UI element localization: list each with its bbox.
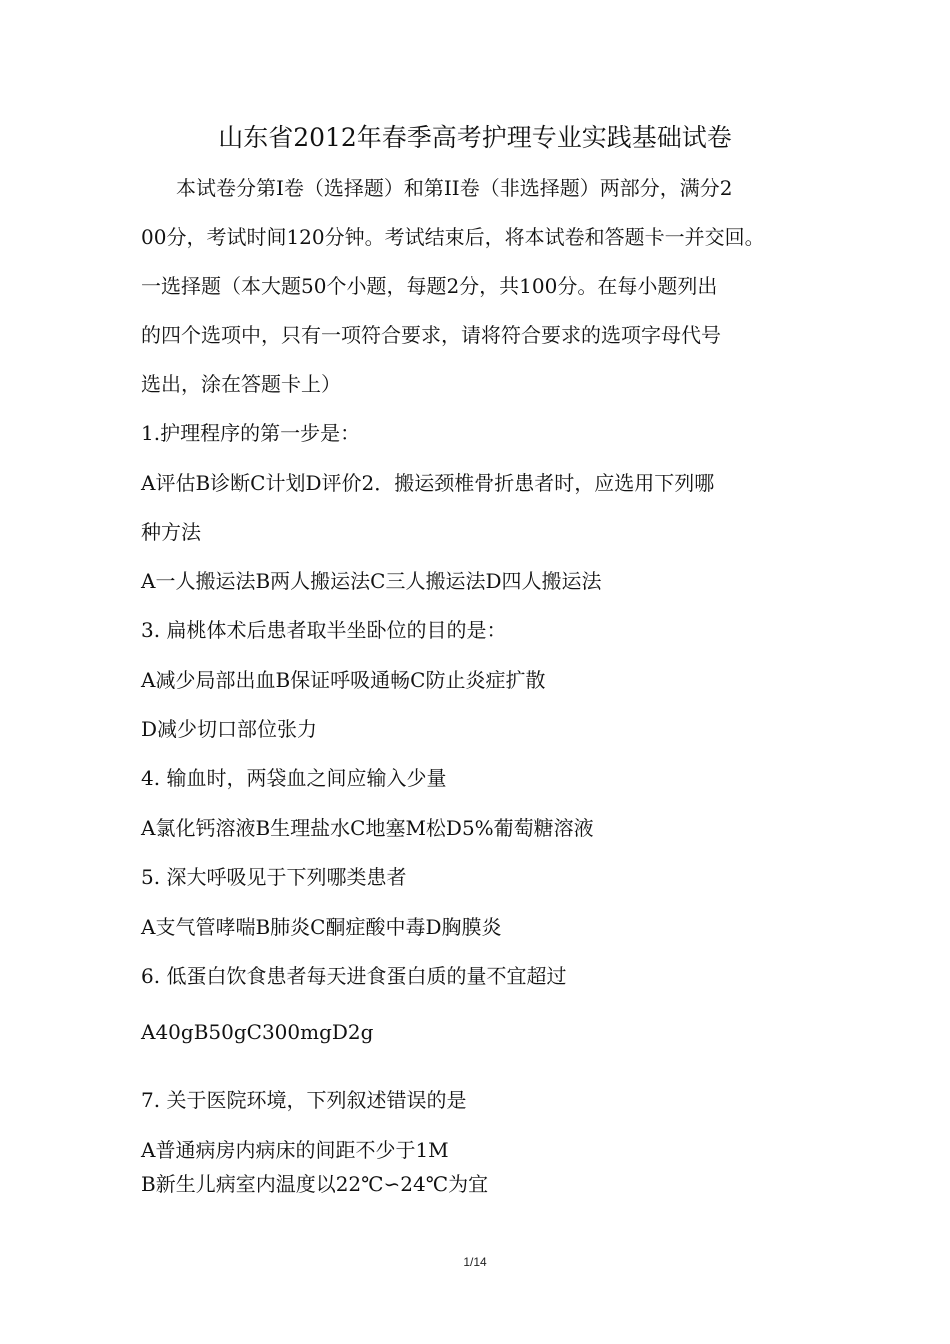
question-5-options: A支气管哮喘B肺炎C酮症酸中毒D胸膜炎 (141, 915, 502, 939)
question-2-options: A一人搬运法B两人搬运法C三人搬运法D四人搬运法 (141, 569, 602, 593)
question-1: 1.护理程序的第一步是： (141, 421, 361, 445)
question-2-continued: 种方法 (141, 520, 201, 544)
question-7-option-a: A普通病房内病床的间距不少于1M (141, 1138, 449, 1162)
section-heading-line-1: 一选择题（本大题50个小题，每题2分，共100分。在每小题列出 (141, 274, 718, 298)
intro-line-1: 本试卷分第I卷（选择题）和第II卷（非选择题）两部分，满分2 (176, 176, 733, 200)
question-3-options-2: D减少切口部位张力 (141, 717, 318, 741)
question-6-options: A40gB50gC300mgD2g (141, 1020, 374, 1044)
page-number: 1/14 (463, 1255, 487, 1269)
section-heading-line-3: 选出，涂在答题卡上） (141, 372, 341, 396)
question-7: 7. 关于医院环境，下列叙述错误的是 (141, 1088, 467, 1112)
question-7-option-b: B新生儿病室内温度以22℃∽24℃为宜 (141, 1172, 489, 1196)
document-title: 山东省2012年春季高考护理专业实践基础试卷 (218, 123, 732, 152)
question-4: 4. 输血时，两袋血之间应输入少量 (141, 766, 447, 790)
section-heading-line-2: 的四个选项中，只有一项符合要求，请将符合要求的选项字母代号 (141, 323, 721, 347)
question-5: 5. 深大呼吸见于下列哪类患者 (141, 865, 407, 889)
question-4-options: A氯化钙溶液B生理盐水C地塞M松D5%葡萄糖溶液 (141, 816, 594, 840)
question-1-options: A评估B诊断C计划D评价2．搬运颈椎骨折患者时，应选用下列哪 (141, 471, 715, 495)
intro-line-2: 00分，考试时间120分钟。考试结束后，将本试卷和答题卡一并交回。 (141, 225, 765, 249)
question-6: 6. 低蛋白饮食患者每天进食蛋白质的量不宜超过 (141, 964, 567, 988)
question-3-options-1: A减少局部出血B保证呼吸通畅C防止炎症扩散 (141, 668, 546, 692)
question-3: 3. 扁桃体术后患者取半坐卧位的目的是： (141, 618, 507, 642)
